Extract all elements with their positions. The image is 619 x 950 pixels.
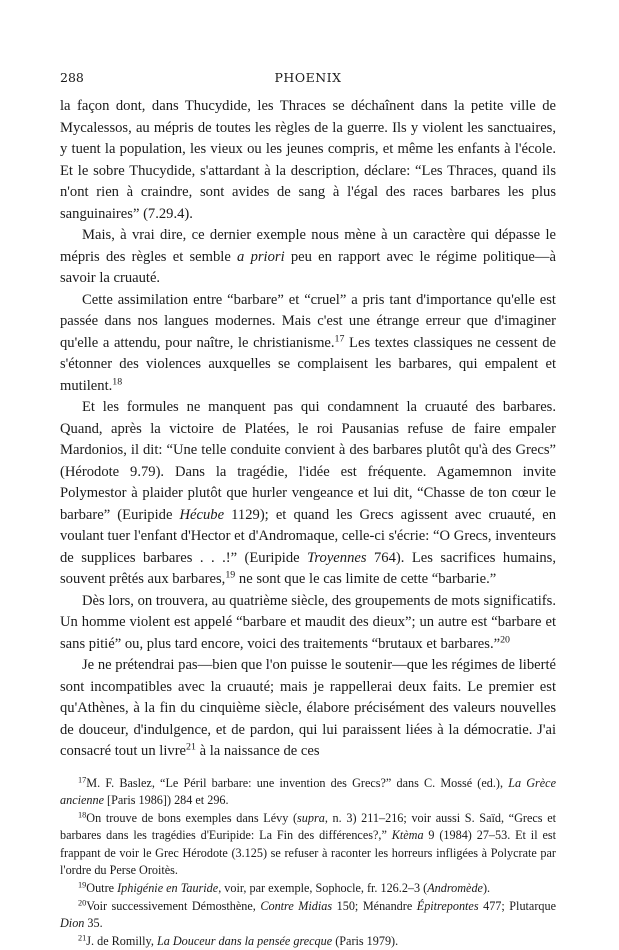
text-run: à la naissance de ces	[196, 743, 320, 759]
paragraph	[60, 397, 556, 591]
page-number: 288	[60, 70, 84, 85]
italic-text: La Grèce ancienne	[60, 776, 556, 808]
text-run: , voir, par exemple, Sophocle, fr. 126.2–3 (	[218, 881, 427, 895]
text-run: [Paris 1986]) 284 et 296.	[104, 793, 229, 807]
text-run: Voir successivement Démosthène,	[86, 899, 260, 913]
italic-text: La Douceur dans la pensée grecque	[157, 934, 332, 948]
italic-text: Hécube	[180, 507, 225, 523]
text-run: Mais, à vrai dire, ce dernier exemple nous mène à un caractère qui dépasse le mépris des règles et semble	[60, 227, 556, 265]
text-run: 1129); et quand les Grecs agissent avec cruauté, en voulant tuer l'enfant d'Hector et d'Andromaque, celle-ci s'écrie: “O Grecs, inventeurs de supplices barbares . . .!” (Euripide	[60, 507, 556, 566]
note-ref: 18	[112, 376, 122, 387]
text-run: Je ne prétendrai pas—bien que l'on puisse le soutenir—que les régimes de liberté sont incompatibles avec la cruauté; mais je rappellerai deux faits. Le premier est qu'Athènes, à la fin du cinquième siècle, élabore précisément des valeurs nouvelles de douceur, d'indulgence, et de pardon, qui lui paraissent liées à la démocratie. J'ai consacré tout un livre	[60, 657, 556, 759]
text-run: ).	[483, 881, 490, 895]
text-run: 477; Plutarque	[479, 899, 556, 913]
text-run: 35.	[84, 916, 102, 930]
note-ref: 19	[78, 881, 86, 890]
text-run: la façon dont, dans Thucydide, les Thraces se déchaînent dans la petite ville de Mycalessos, au mépris de toutes les règles de la guerre. Ils y violent les sanctuaires, y tuent la population, les vieux ou les jeunes compris, et même les enfants à l'école. Et le sobre Thucydide, s'attardant à la description, déclare: “Les Thraces, quand ils n'ont rien à craindre, sont avides de sang à l'égal des races barbares les plus sanguinaires” (7.29.4).	[60, 98, 556, 222]
footnote	[60, 880, 556, 898]
text-run: J. de Romilly,	[86, 934, 157, 948]
running-header	[60, 70, 556, 90]
italic-text: a priori	[237, 249, 285, 265]
italic-text: supra	[297, 811, 325, 825]
text-run: ne sont que le cas limite de cette “barbarie.”	[235, 571, 496, 587]
paragraph	[60, 225, 556, 290]
text-run: (Paris 1979).	[332, 934, 398, 948]
paragraph	[60, 591, 556, 656]
body-text	[60, 96, 556, 763]
text-run: Et les formules ne manquent pas qui condamnent la cruauté des barbares. Quand, après la victoire de Platées, le roi Pausanias refuse de faire empaler Mardonios, il dit: “Une telle conduite convient à des barbares plutôt qu'à des Grecs” (Hérodote 9.79). Dans la tragédie, l'idée est fréquente. Agamemnon invite Polymestor à plaider plutôt que hurler vengeance et lui dit, “Chasse de ton cœur le barbare” (Euripide	[60, 399, 556, 523]
text-run: On trouve de bons exemples dans Lévy (	[86, 811, 297, 825]
text-run: Dès lors, on trouvera, au quatrième siècle, des groupements de mots significatifs. Un homme violent est appelé “barbare et maudit des dieux”; un autre est “barbare et sans pitié” ou, plus tard encore, voici des traitements “brutaux et barbares.”	[60, 593, 556, 652]
note-ref: 17	[335, 333, 345, 344]
note-ref: 21	[186, 742, 196, 753]
note-ref: 20	[78, 898, 86, 907]
note-ref: 19	[225, 570, 235, 581]
italic-text: Andromède	[427, 881, 483, 895]
note-ref: 17	[78, 775, 86, 784]
italic-text: Iphigénie en Tauride	[117, 881, 218, 895]
paragraph	[60, 96, 556, 225]
italic-text: Contre Midias	[260, 899, 332, 913]
text-run: Les textes classiques ne cessent de s'étonner des violences auxquelles se complaisent les barbares, qui empalent et mutilent.	[60, 335, 556, 394]
footnote	[60, 810, 556, 880]
text-run: 9 (1984) 27–53. Et il est frappant de voir le Grec Hérodote (3.125) se refuser à raconter les horreurs infligées à Polycrate par l'ordre du Perse Oroitès.	[60, 828, 556, 877]
text-run: peu en rapport avec le régime politique—à savoir la cruauté.	[60, 249, 556, 287]
italic-text: Ktèma	[392, 828, 424, 842]
footnote	[60, 898, 556, 933]
note-ref: 18	[78, 810, 86, 819]
page	[60, 70, 556, 950]
text-run: M. F. Baslez, “Le Péril barbare: une invention des Grecs?” dans C. Mossé (ed.),	[86, 776, 508, 790]
footnotes	[60, 775, 556, 950]
text-run: , n. 3) 211–216; voir aussi S. Saïd, “Grecs et barbares dans les tragédies d'Euripide: La Fin des différences?,”	[60, 811, 556, 843]
footnote	[60, 933, 556, 950]
note-ref: 20	[500, 634, 510, 645]
italic-text: Dion	[60, 916, 84, 930]
note-ref: 21	[78, 933, 86, 942]
paragraph	[60, 655, 556, 763]
italic-text: Troyennes	[307, 550, 366, 566]
footnote	[60, 775, 556, 810]
text-run: 150; Ménandre	[332, 899, 417, 913]
text-run: 764). Les sacrifices humains, souvent prêtés aux barbares,	[60, 550, 556, 588]
paragraph	[60, 290, 556, 398]
journal-title: PHOENIX	[60, 70, 556, 85]
italic-text: Épitrepontes	[417, 899, 479, 913]
text-run: Cette assimilation entre “barbare” et “cruel” a pris tant d'importance qu'elle est passée dans nos langues modernes. Mais c'est une étrange erreur que d'imaginer qu'elle a attendu, pour naître, le christianisme.	[60, 292, 556, 351]
text-run: Outre	[86, 881, 117, 895]
